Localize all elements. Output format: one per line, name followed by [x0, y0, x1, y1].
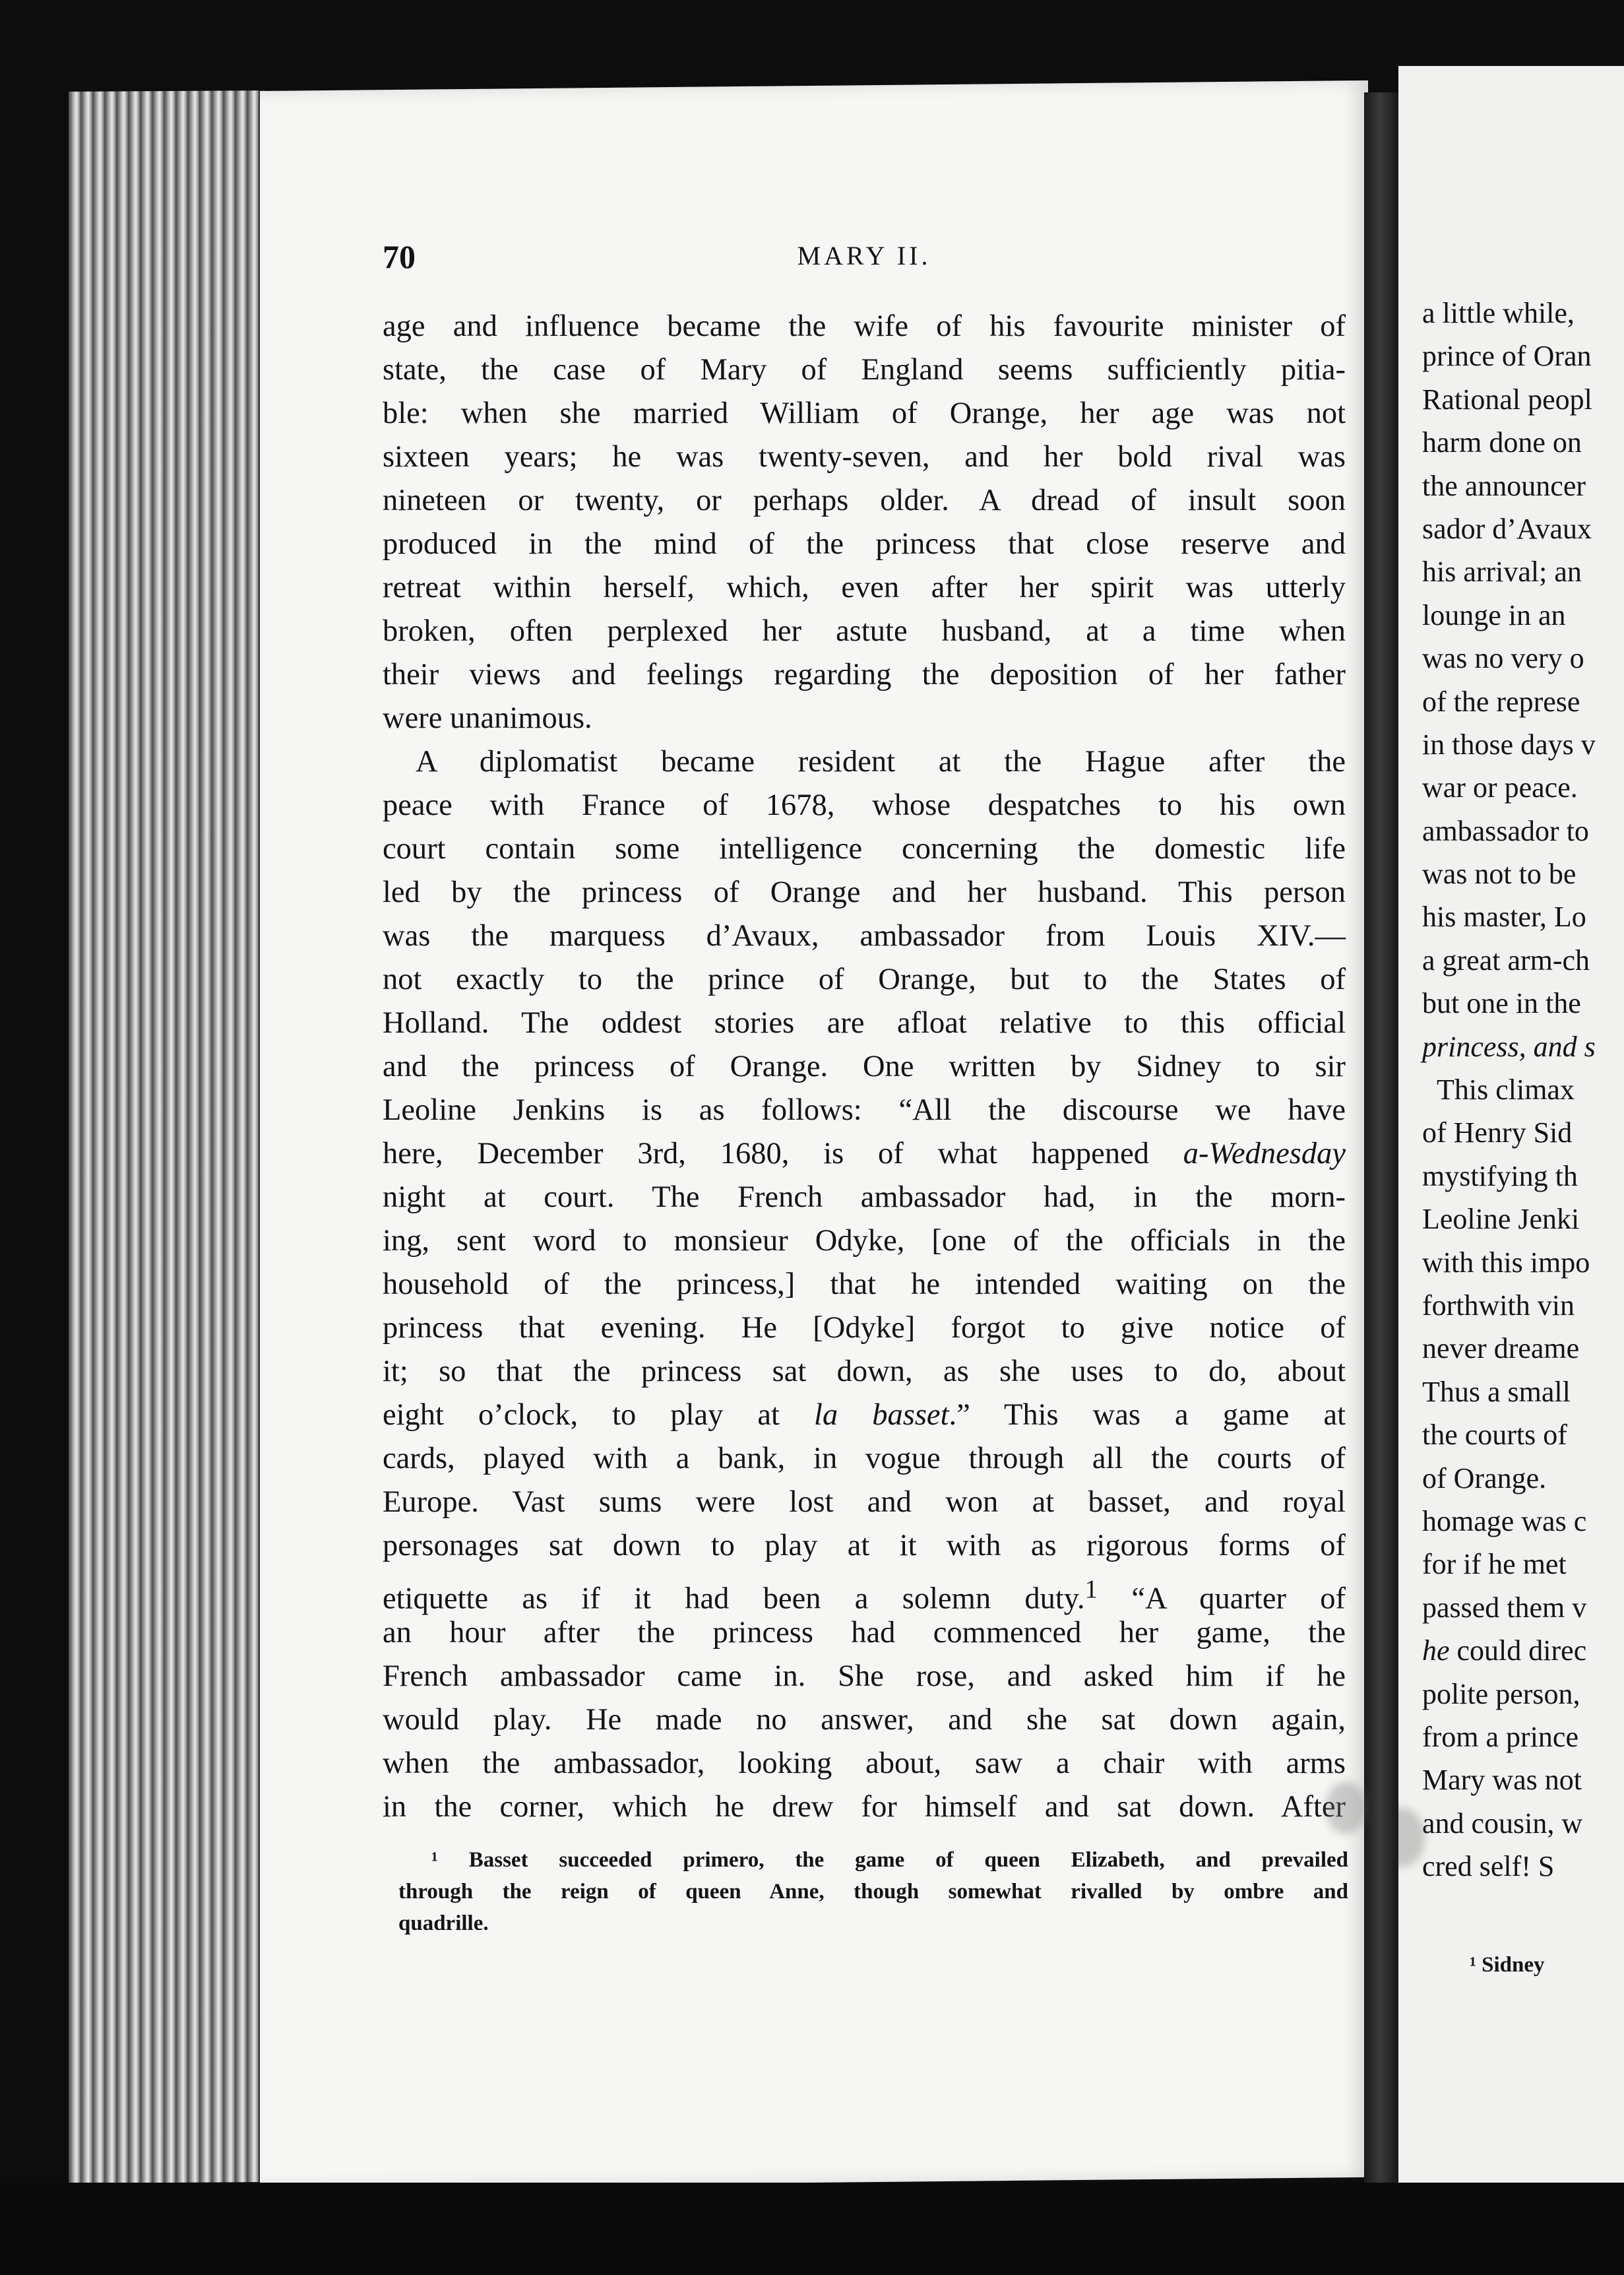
right-page-line: the announcer [1422, 469, 1586, 502]
text-line: when the ambassador, looking about, saw a chair with arms [383, 1746, 1346, 1780]
right-page-line: passed them v [1422, 1591, 1587, 1624]
right-page-line: war or peace. [1422, 771, 1578, 804]
right-page-line: sador d’Avaux [1422, 512, 1592, 545]
text-line: household of the princess,] that he intended waiting on the [383, 1267, 1346, 1301]
text-line: nineteen or twenty, or perhaps older. A dread of insult soon [383, 484, 1346, 517]
text-line: would play. He made no answer, and she sat down again, [383, 1703, 1346, 1737]
text-line: peace with France of 1678, whose despatches to his own [383, 788, 1346, 822]
text-line: age and influence became the wife of his favourite minister of [383, 309, 1346, 343]
right-page-line: forthwith vin [1422, 1289, 1575, 1322]
text-line: Holland. The oddest stories are afloat relative to this official [383, 1006, 1346, 1040]
running-title: MARY II. [797, 241, 931, 271]
text-line: was the marquess d’Avaux, ambassador from Louis XIV.— [383, 919, 1346, 953]
text-line: an hour after the princess had commenced her game, the [383, 1616, 1346, 1650]
text-line: were unanimous. [383, 701, 592, 735]
right-page-line: a little while, [1422, 297, 1575, 329]
right-page-line: never dreame [1422, 1332, 1580, 1365]
right-page-footnote: ¹ Sidney [1470, 1953, 1545, 1977]
text-line: retreat within herself, which, even after her spirit was utterly [383, 571, 1346, 604]
text-line: not exactly to the prince of Orange, but to the States of [383, 963, 1346, 996]
text-line: personages sat down to play at it with as rigorous forms of [383, 1529, 1346, 1562]
right-page-line: Mary was not [1422, 1764, 1582, 1797]
text-line: sixteen years; he was twenty-seven, and her bold rival was [383, 440, 1346, 474]
right-page-line: polite person, [1422, 1677, 1580, 1710]
right-page-line: was no very o [1422, 642, 1584, 675]
text-line: A diplomatist became resident at the Hague after the [416, 745, 1346, 779]
right-page-line: of Henry Sid [1422, 1116, 1573, 1149]
footnote-block [398, 1844, 1348, 1939]
right-book-page [1398, 66, 1624, 2204]
right-page-line: ambassador to [1422, 814, 1589, 847]
right-page-line: harm done on [1422, 426, 1582, 459]
text-line: French ambassador came in. She rose, and asked him if he [383, 1659, 1346, 1693]
text-line: princess that evening. He [Odyke] forgot to give notice of [383, 1311, 1346, 1345]
page-smudge [1326, 1781, 1365, 1834]
right-page-line: was not to be [1422, 858, 1577, 891]
text-line: in the corner, which he drew for himself and sat down. After [383, 1790, 1346, 1824]
right-page-line: his master, Lo [1422, 901, 1586, 934]
right-page-line: the courts of [1422, 1419, 1567, 1452]
text-line: eight o’clock, to play at la basset.” This was a game at [383, 1398, 1346, 1432]
text-line: court contain some intelligence concerning the domestic life [383, 832, 1346, 866]
text-line: ing, sent word to monsieur Odyke, [one of the officials in the [383, 1224, 1346, 1258]
right-page-line: but one in the [1422, 987, 1581, 1020]
text-line: and the princess of Orange. One written by Sidney to sir [383, 1050, 1346, 1083]
footnote-line: through the reign of queen Anne, though somewhat rivalled by ombre and [398, 1880, 1348, 1904]
right-page-line: cred self! S [1422, 1850, 1555, 1883]
text-line: broken, often perplexed her astute husband, at a time when [383, 614, 1346, 648]
right-page-line: his arrival; an [1422, 556, 1582, 589]
text-line: it; so that the princess sat down, as she uses to do, about [383, 1355, 1346, 1388]
text-line: etiquette as if it had been a solemn duty.$^1$ “A quarter of [383, 1575, 1346, 1616]
text-line: ble: when she married William of Orange, her age was not [383, 397, 1346, 430]
right-page-text [1422, 292, 1624, 1888]
footnote-line: quadrille. [398, 1911, 489, 1935]
right-page-line: Thus a small [1422, 1375, 1571, 1408]
right-page-line: Leoline Jenki [1422, 1203, 1580, 1236]
book-gutter [1364, 92, 1402, 2191]
right-page-line: of the represe [1422, 685, 1580, 718]
right-page-line: homage was c [1422, 1504, 1587, 1537]
right-page-line: in those days v [1422, 728, 1596, 761]
page-number: 70 [383, 238, 416, 275]
right-page-line: from a prince [1422, 1720, 1578, 1753]
right-page-line: Rational peopl [1422, 383, 1592, 416]
text-line: cards, played with a bank, in vogue through all the courts of [383, 1442, 1346, 1475]
right-page-line: and cousin, w [1422, 1807, 1583, 1840]
right-page-line: princess, and s [1422, 1030, 1596, 1063]
text-line: Leoline Jenkins is as follows: “All the discourse we have [383, 1093, 1346, 1127]
right-page-line: prince of Oran [1422, 340, 1592, 373]
right-page-line: lounge in an [1422, 598, 1566, 631]
right-page-line: of Orange. [1422, 1461, 1547, 1494]
right-page-line: a great arm-ch [1422, 944, 1590, 977]
text-line: produced in the mind of the princess that close reserve and [383, 527, 1346, 561]
text-line: Europe. Vast sums were lost and won at basset, and royal [383, 1485, 1346, 1519]
footnote-line: ¹ Basset succeeded primero, the game of queen Elizabeth, and prevailed [431, 1848, 1348, 1872]
main-text-block [383, 305, 1346, 1829]
text-line: night at court. The French ambassador had, in the morn- [383, 1180, 1346, 1214]
right-page-line: mystifying th [1422, 1159, 1578, 1192]
text-line: their views and feelings regarding the deposition of her father [383, 658, 1346, 691]
text-line: here, December 3rd, 1680, is of what happened a-Wednesday [383, 1137, 1346, 1170]
right-page-line: for if he met [1422, 1548, 1567, 1581]
right-page-line: with this impo [1422, 1246, 1590, 1279]
scan-background [0, 2183, 1624, 2275]
page-header [383, 238, 1346, 277]
right-page-line: he could direc [1422, 1634, 1587, 1667]
right-page-line: This climax [1422, 1073, 1575, 1106]
book-page-edges [69, 90, 260, 2183]
text-line: state, the case of Mary of England seems sufficiently pitia- [383, 353, 1346, 387]
text-line: led by the princess of Orange and her husband. This person [383, 876, 1346, 909]
